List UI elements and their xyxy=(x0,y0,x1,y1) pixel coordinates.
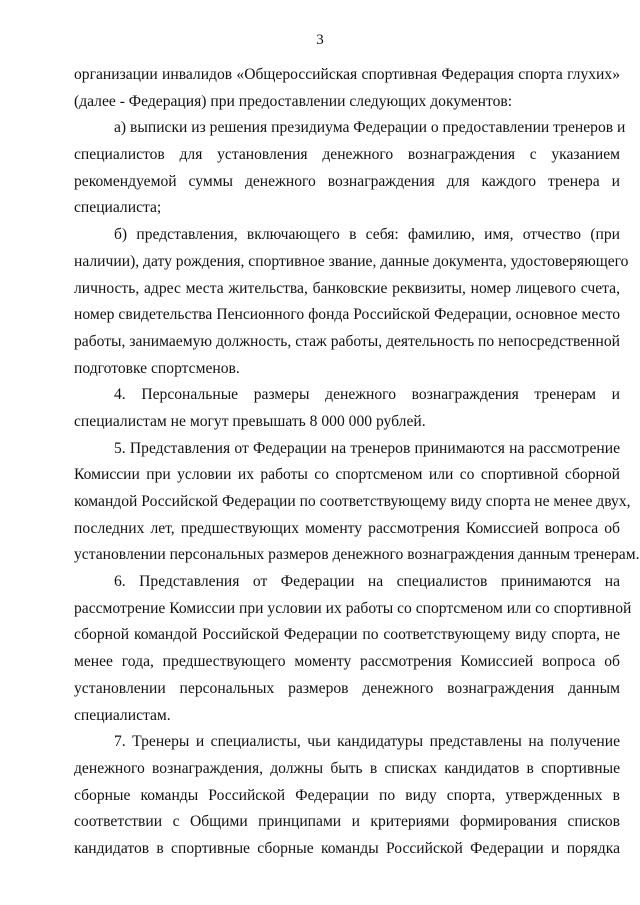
text-line: сборные команды Российской Федерации по виду спорта, утвержденных в xyxy=(74,786,620,804)
text-line: менее года, предшествующего моменту рассмотрения Комиссией вопроса об xyxy=(74,653,620,671)
text-line: 7. Тренеры и специалисты, чьи кандидатуры представлены на получение xyxy=(114,733,620,751)
document-body xyxy=(74,62,640,863)
text-line: командой Российской Федерации по соответствующему виду спорта не менее двух, xyxy=(74,493,631,510)
text-line: специалиста; xyxy=(74,199,162,217)
text-line: специалистам. xyxy=(74,706,171,724)
text-line: специалистам не могут превышать 8 000 000 рублей. xyxy=(74,412,426,430)
page-number: 3 xyxy=(316,32,324,48)
text-line: последних лет, предшествующих моменту рассмотрения Комиссией вопроса об xyxy=(74,519,620,537)
text-line: 4. Персональные размеры денежного вознаграждения тренерам и xyxy=(114,386,620,404)
text-line: сборной командой Российской Федерации по соответствующему виду спорта, не xyxy=(74,626,620,644)
text-line: специалистов для установления денежного вознаграждения с указанием xyxy=(74,146,620,164)
text-line: соответствии с Общими принципами и критериями формирования списков xyxy=(74,813,620,831)
text-line: б) представления, включающего в себя: фамилию, имя, отчество (при xyxy=(114,226,620,244)
text-line: кандидатов в спортивные сборные команды Российской Федерации и порядка xyxy=(74,839,620,857)
text-line: организации инвалидов «Общероссийская спортивная Федерация спорта глухих» xyxy=(74,66,620,83)
text-line: Комиссии при условии их работы со спортсменом или со спортивной сборной xyxy=(74,466,620,484)
text-line: личность, адрес места жительства, банковские реквизиты, номер лицевого счета, xyxy=(74,279,620,297)
text-line: (далее - Федерация) при предоставлении следующих документов: xyxy=(74,92,513,110)
text-line: наличии), дату рождения, спортивное звание, данные документа, удостоверяющего xyxy=(74,252,629,270)
text-line: рассмотрение Комиссии при условии их работы со спортсменом или со спортивной xyxy=(74,599,632,617)
text-line: денежного вознаграждения, должны быть в списках кандидатов в спортивные xyxy=(74,759,620,777)
text-line: 5. Представления от Федерации на тренеров принимаются на рассмотрение xyxy=(114,439,620,457)
text-line: рекомендуемой суммы денежного вознаграждения для каждого тренера и xyxy=(74,172,620,190)
text-line: установлении персональных размеров денежного вознаграждения данным xyxy=(74,679,620,697)
text-line: установлении персональных размеров денежного вознаграждения данным тренерам. xyxy=(74,546,640,564)
text-line: работы, занимаемую должность, стаж работы, деятельность по непосредственной xyxy=(74,332,620,350)
text-line: номер свидетельства Пенсионного фонда Российской Федерации, основное место xyxy=(74,306,620,324)
text-line: подготовке спортсменов. xyxy=(74,359,240,377)
text-line: а) выписки из решения президиума Федерации о предоставлении тренеров и xyxy=(114,119,626,137)
text-line: 6. Представления от Федерации на специалистов принимаются на xyxy=(114,573,620,591)
